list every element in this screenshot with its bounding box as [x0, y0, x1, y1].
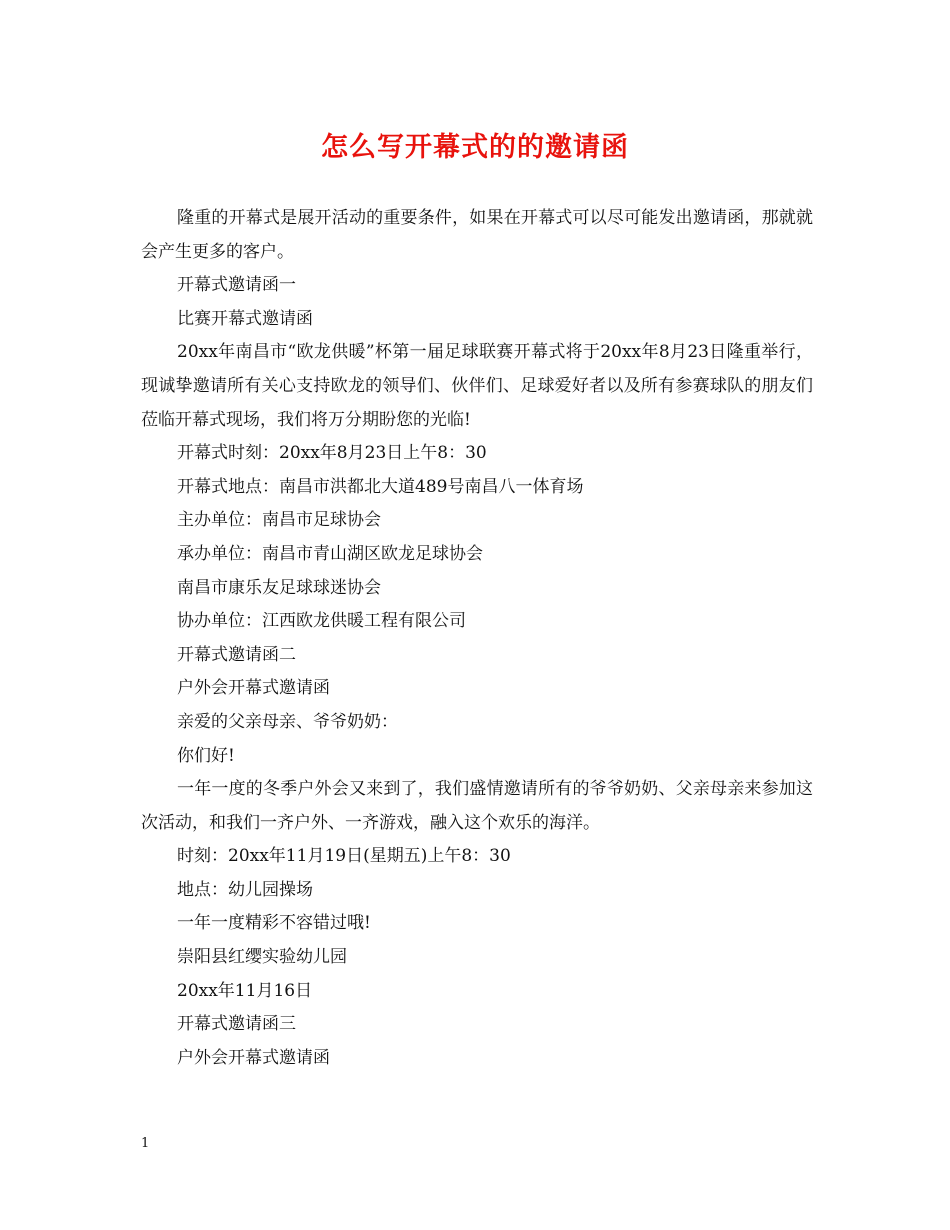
signature-org: 崇阳县红缨实验幼儿园	[177, 947, 347, 968]
paragraph-invitation-2: 一年一度的冬季户外会又来到了，我们盛情邀请所有的爷爷奶奶、父亲母亲来参加这次活动，和我们一齐户外、一齐游戏，融入这个欢乐的海洋。	[141, 779, 813, 833]
detail-location-1: 开幕式地点：南昌市洪都北大道489号南昌八一体育场	[177, 476, 584, 497]
page-number: 1	[141, 1136, 150, 1151]
document-body	[141, 202, 813, 1075]
invitation-title-2: 户外会开幕式邀请函	[177, 678, 330, 699]
section-heading-1: 开幕式邀请函一	[177, 275, 296, 296]
detail-organizer: 承办单位：南昌市青山湖区欧龙足球协会	[177, 543, 483, 564]
signature-date: 20xx年11月16日	[177, 980, 313, 1001]
invitation-title-1: 比赛开幕式邀请函	[177, 308, 313, 329]
detail-host: 主办单位：南昌市足球协会	[177, 510, 381, 531]
detail-co-organizer: 协办单位：江西欧龙供暖工程有限公司	[177, 611, 466, 632]
detail-location-2: 地点：幼儿园操场	[177, 879, 313, 900]
paragraph-invitation-1: 20xx年南昌市“欧龙供暖”杯第一届足球联赛开幕式将于20xx年8月23日隆重举行，现诚挚邀请所有关心支持欧龙的领导们、伙伴们、足球爱好者以及所有参赛球队的朋友们莅临开幕式现场，我们将万分期盼您的光临!	[141, 342, 813, 430]
detail-organizer-2: 南昌市康乐友足球球迷协会	[177, 577, 381, 598]
salutation: 亲爱的父亲母亲、爷爷奶奶：	[177, 711, 398, 732]
greeting: 你们好!	[177, 745, 235, 766]
detail-time-1: 开幕式时刻：20xx年8月23日上午8：30	[177, 443, 487, 464]
section-heading-2: 开幕式邀请函二	[177, 644, 296, 665]
closing-line: 一年一度精彩不容错过哦!	[177, 913, 371, 934]
invitation-title-3: 户外会开幕式邀请函	[177, 1047, 330, 1068]
section-heading-3: 开幕式邀请函三	[177, 1014, 296, 1035]
detail-time-2: 时刻：20xx年11月19日(星期五)上午8：30	[177, 846, 511, 867]
paragraph-intro: 隆重的开幕式是展开活动的重要条件，如果在开幕式可以尽可能发出邀请函，那就就会产生更多的客户。	[141, 208, 813, 262]
page-title: 怎么写开幕式的的邀请函	[321, 132, 629, 163]
